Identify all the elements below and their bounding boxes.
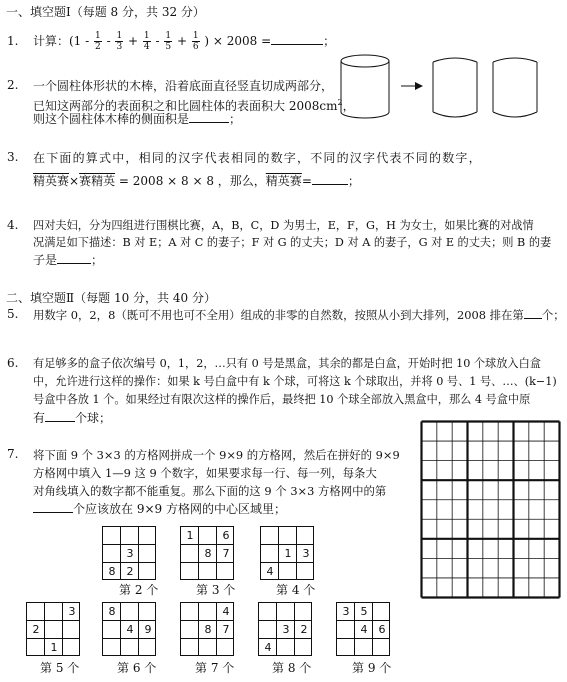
small-grid-8 [258,602,312,656]
grid-cell [181,545,199,563]
grid-cell: 7 [222,547,230,560]
grid-cell [139,639,157,657]
grid-caption: 第 4 个 [276,583,316,597]
grid-cell [139,563,157,581]
answer-blank[interactable] [33,501,73,513]
grid-caption: 第 9 个 [352,661,392,675]
grid-cell [373,603,391,621]
grid-cell: 9 [144,623,152,636]
question-7-line-2: 方格网中填入 1—9 这 9 个数字，如果要求每一行、每一列，每条大 [33,466,377,480]
small-grid-7 [180,602,234,656]
small-grid-6 [102,602,156,656]
grid-cell: 7 [222,623,230,636]
answer-blank[interactable] [57,252,91,264]
grid-cell: 5 [360,605,368,618]
grid-cell [355,639,373,657]
question-2-number: 2. [7,78,19,92]
section-1-heading: 一、填空题Ⅰ（每题 8 分，共 32 分） [6,5,205,19]
grid-caption: 第 6 个 [117,661,157,675]
grid-cell [297,527,315,545]
fraction-2: $\frac{1}{3}$ [116,31,123,52]
grid-cell: 4 [264,641,272,654]
question-2-line-3: 则这个圆柱体木棒的侧面积是 ； [33,112,242,126]
grid-cell [337,639,355,657]
grid-cell [279,527,297,545]
small-grid-5 [26,602,80,656]
fraction-4: $\frac{1}{5}$ [165,31,172,52]
question-1: 计算：(1 - $\frac{1}{2}$ - $\frac{1}{3}$ + $\frac{1}{4}$ - $\frac{1}{5}$ + $\frac{1}{6}$ ) × 2008 = ； [33,31,336,52]
grid-cell: 3 [342,605,350,618]
small-grid-4 [260,526,314,580]
question-1-number: 1. [7,34,19,48]
grid-cell: 8 [204,547,212,560]
grid-cell [199,527,217,545]
question-2-line-2: 已知这两部分的表面积之和比圆柱体的表面积大 $2008cm^2$， [33,98,355,113]
grid-cell [103,639,121,657]
cylinder-cut-figure [337,52,553,124]
question-4-line-3: 子是 ； [33,253,104,267]
grid-cell [217,639,235,657]
grid-cell: 1 [50,641,58,654]
section-2-heading: 二、填空题Ⅱ（每题 10 分，共 40 分） [6,291,216,305]
grid-cell: 2 [32,623,40,636]
grid-cell [217,563,235,581]
grid-cell [139,527,157,545]
sudoku-9x9-grid [420,420,561,599]
grid-cell: 3 [302,547,310,560]
grid-caption: 第 3 个 [196,583,236,597]
grid-cell [297,563,315,581]
grid-cell: 6 [222,529,230,542]
grid-cell [121,639,139,657]
grid-cell [103,545,121,563]
grid-caption: 第 8 个 [272,661,312,675]
grid-cell: 2 [126,565,134,578]
fraction-1: $\frac{1}{2}$ [95,31,101,52]
grid-cell [199,563,217,581]
grid-cell: 6 [378,623,386,636]
grid-caption: 第 5 个 [40,661,80,675]
grid-cell [121,527,139,545]
grid-cell [261,527,279,545]
grid-cell [139,545,157,563]
grid-cell [259,621,277,639]
answer-blank[interactable] [45,410,75,422]
question-3-line-1: 在下面的算式中，相同的汉字代表相同的数字，不同的汉字代表不同的数字， [33,151,482,165]
grid-cell [277,603,295,621]
grid-cell: 3 [126,547,134,560]
grid-cell: 2 [300,623,308,636]
grid-cell [295,603,313,621]
grid-cell [337,621,355,639]
grid-cell [45,603,63,621]
grid-cell [103,621,121,639]
grid-cell [27,639,45,657]
grid-cell: 1 [284,547,292,560]
grid-cell [45,621,63,639]
grid-cell [295,639,313,657]
small-grid-9 [336,602,390,656]
grid-cell [181,639,199,657]
question-6-line-3: 号盒中各放 1 个。如果经过有限次这样的操作后，最终把 10 个球全部放入黑盒中，那么 4 号盒中原 [33,393,531,406]
small-grid-2 [102,526,156,580]
grid-caption: 第 7 个 [195,661,235,675]
question-6-line-4: 有 个球； [33,411,112,425]
grid-caption: 第 2 个 [119,583,159,597]
question-7-number: 7. [7,447,19,461]
grid-cell: 4 [360,623,368,636]
fraction-5: $\frac{1}{6}$ [192,31,199,52]
answer-blank[interactable] [312,173,348,185]
grid-cell [261,545,279,563]
question-3-line-2: 精英赛×赛精英 = 2008 × 8 × 8 ，那么，精英赛= ； [33,174,360,188]
grid-cell: 3 [68,605,76,618]
grid-cell [27,603,45,621]
grid-cell [63,621,81,639]
question-3-number: 3. [7,150,19,164]
question-4-line-1: 四对夫妇，分为四组进行围棋比赛，A，B，C，D 为男士，E，F，G，H 为女士，如果比赛的对战情 [33,219,534,232]
grid-cell [373,639,391,657]
grid-cell: 1 [186,529,194,542]
grid-cell: 8 [204,623,212,636]
answer-blank[interactable] [271,33,323,45]
question-4-line-2: 况满足如下描述：B 对 E；A 对 C 的妻子；F 对 G 的丈夫；D 对 A 的妻子，G 对 E 的丈夫；则 B 的妻 [33,236,552,249]
fraction-3: $\frac{1}{4}$ [143,31,150,52]
question-7-line-3: 对角线填入的数字都不能重复。那么下面的这 9 个 3×3 方格网中的第 [33,484,387,498]
question-5: 用数字 0，2，8（既可不用也可不全用）组成的非零的自然数，按照从小到大排列，2008 排在第 个； [33,308,565,322]
grid-cell [279,563,297,581]
question-7-line-4: 个应该放在 9×9 方格网的中心区域里； [33,501,286,517]
grid-cell [199,639,217,657]
answer-blank[interactable] [189,111,229,123]
grid-cell [181,603,199,621]
small-grid-3 [180,526,234,580]
grid-cell [103,527,121,545]
question-6-line-1: 有足够多的盒子依次编号 0，1，2，…只有 0 号是黑盒，其余的都是白盒，开始时把 10 个球放入白盒 [33,357,541,370]
grid-cell: 3 [282,623,290,636]
grid-cell: 8 [108,605,116,618]
grid-cell [259,603,277,621]
grid-cell [63,639,81,657]
question-7-line-1: 将下面 9 个 3×3 的方格网拼成一个 9×9 的方格网，然后在拼好的 9×9 [33,448,400,462]
grid-cell: 8 [108,565,116,578]
grid-cell: 4 [266,565,274,578]
question-5-number: 5. [7,307,19,321]
grid-cell: 4 [126,623,134,636]
grid-cell [199,603,217,621]
question-4-number: 4. [7,218,19,232]
grid-cell: 4 [222,605,230,618]
answer-blank[interactable] [524,307,542,319]
grid-cell [277,639,295,657]
grid-cell [181,563,199,581]
question-2-line-1: 一个圆柱体形状的木棒，沿着底面直径竖直切成两部分， [33,79,334,93]
question-6-line-2: 中，允许进行这样的操作：如果 k 号白盒中有 k 个球，可将这 k 个球取出，并将 0 号、1 号、…、(k−1) [33,375,557,388]
grid-cell [121,603,139,621]
question-6-number: 6. [7,356,19,370]
grid-cell [139,603,157,621]
grid-cell [181,621,199,639]
